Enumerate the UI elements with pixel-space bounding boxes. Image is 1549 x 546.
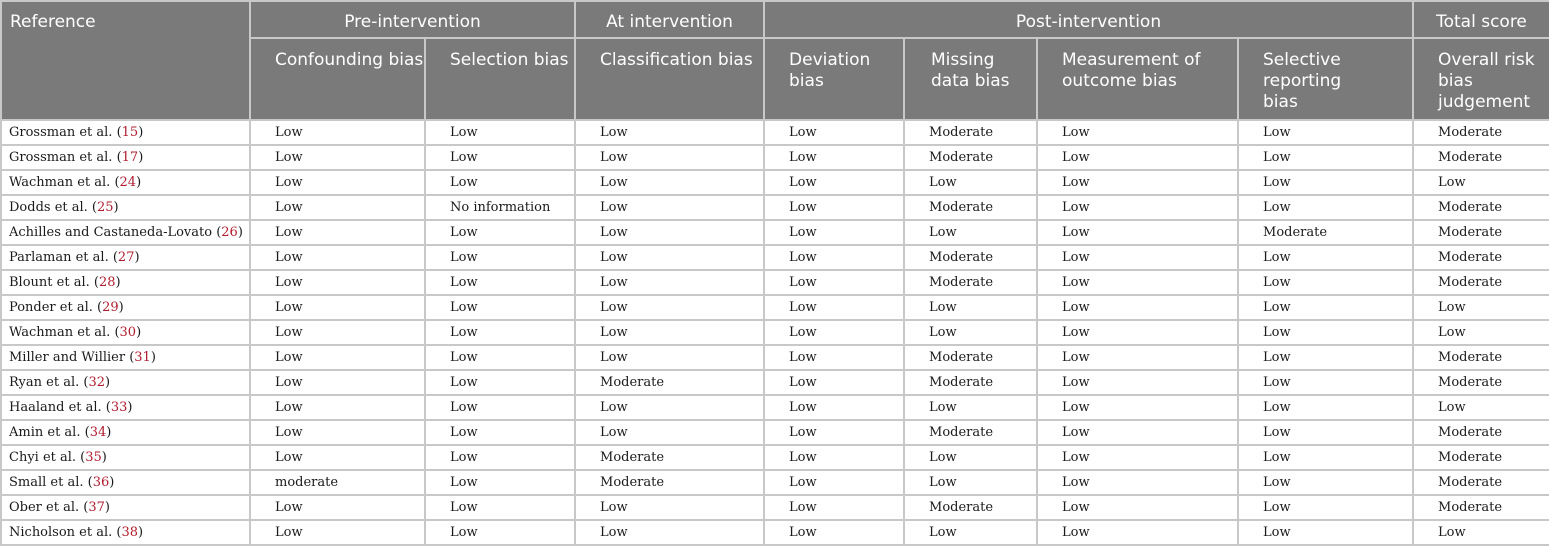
- risk-cell: Moderate: [904, 495, 1037, 520]
- reference-cell: [1, 345, 250, 370]
- table-row: [1, 195, 1549, 220]
- risk-cell: Low: [904, 520, 1037, 545]
- table-row: [1, 320, 1549, 345]
- reference-close-paren: ): [113, 200, 119, 215]
- reference-close-paren: ): [138, 525, 144, 540]
- risk-cell: Low: [764, 220, 904, 245]
- reference-cell: [1, 420, 250, 445]
- risk-cell: Low: [1037, 495, 1238, 520]
- risk-cell: Low: [575, 420, 764, 445]
- risk-cell: Low: [250, 495, 425, 520]
- reference-text: Wachman et al. (: [9, 325, 120, 340]
- citation-link[interactable]: 33: [110, 400, 128, 415]
- citation-link[interactable]: 36: [92, 475, 110, 490]
- risk-cell: Low: [1037, 120, 1238, 145]
- risk-cell: Low: [425, 170, 575, 195]
- risk-cell: Low: [1037, 195, 1238, 220]
- risk-cell: Low: [1238, 495, 1413, 520]
- risk-cell: Low: [250, 245, 425, 270]
- reference-text: Grossman et al. (: [9, 150, 122, 165]
- reference-close-paren: ): [150, 350, 156, 365]
- risk-cell: Moderate: [575, 470, 764, 495]
- risk-cell: Low: [1238, 445, 1413, 470]
- reference-close-paren: ): [136, 175, 142, 190]
- risk-cell: Low: [425, 470, 575, 495]
- risk-cell: Moderate: [575, 445, 764, 470]
- risk-cell: Moderate: [1413, 220, 1549, 245]
- risk-cell: Low: [425, 345, 575, 370]
- risk-cell: Low: [1037, 395, 1238, 420]
- reference-close-paren: ): [118, 300, 124, 315]
- reference-text: Ryan et al. (: [9, 375, 89, 390]
- risk-cell: Low: [1413, 170, 1549, 195]
- reference-close-paren: ): [115, 275, 121, 290]
- risk-cell: Low: [904, 320, 1037, 345]
- reference-text: Blount et al. (: [9, 275, 99, 290]
- table-row: [1, 345, 1549, 370]
- risk-cell: Low: [250, 145, 425, 170]
- risk-cell: Low: [425, 245, 575, 270]
- risk-cell: Low: [425, 295, 575, 320]
- citation-link[interactable]: 27: [117, 250, 135, 265]
- citation-link[interactable]: 34: [89, 425, 107, 440]
- risk-cell: Low: [764, 395, 904, 420]
- reference-text: Dodds et al. (: [9, 200, 97, 215]
- risk-cell: Low: [764, 445, 904, 470]
- table-row: [1, 370, 1549, 395]
- risk-cell: Low: [575, 320, 764, 345]
- citation-link[interactable]: 17: [121, 150, 139, 165]
- risk-cell: Moderate: [1413, 495, 1549, 520]
- reference-text: Ober et al. (: [9, 500, 89, 515]
- risk-cell: Low: [1037, 445, 1238, 470]
- risk-cell: Low: [1238, 395, 1413, 420]
- risk-cell: Low: [575, 345, 764, 370]
- risk-cell: Low: [764, 195, 904, 220]
- risk-cell: Low: [1238, 345, 1413, 370]
- risk-cell: Low: [1037, 320, 1238, 345]
- risk-cell: Low: [1238, 295, 1413, 320]
- reference-close-paren: ): [106, 425, 112, 440]
- risk-cell: No information: [425, 195, 575, 220]
- col-selection-bias: Selection bias: [425, 38, 575, 120]
- table-row: [1, 170, 1549, 195]
- risk-cell: Moderate: [904, 195, 1037, 220]
- group-header-row: [1, 1, 1549, 38]
- risk-cell: Low: [764, 420, 904, 445]
- reference-header: Reference: [1, 1, 250, 120]
- risk-cell: Low: [425, 420, 575, 445]
- risk-cell: Moderate: [1413, 370, 1549, 395]
- citation-link[interactable]: 29: [102, 300, 119, 315]
- risk-cell: Low: [764, 145, 904, 170]
- risk-cell: Low: [1037, 520, 1238, 545]
- citation-link[interactable]: 32: [88, 375, 106, 390]
- reference-close-paren: ): [101, 450, 107, 465]
- risk-cell: Low: [575, 395, 764, 420]
- risk-cell: Moderate: [1413, 145, 1549, 170]
- citation-link[interactable]: 24: [119, 175, 137, 190]
- table-row: [1, 445, 1549, 470]
- risk-cell: Moderate: [1413, 120, 1549, 145]
- risk-cell: Low: [764, 520, 904, 545]
- risk-cell: Low: [764, 320, 904, 345]
- risk-cell: Low: [1037, 470, 1238, 495]
- risk-cell: Low: [575, 245, 764, 270]
- risk-cell: Low: [1238, 195, 1413, 220]
- reference-text: Chyi et al. (: [9, 450, 86, 465]
- risk-cell: Low: [764, 170, 904, 195]
- risk-cell: Low: [425, 120, 575, 145]
- risk-cell: Low: [1037, 270, 1238, 295]
- reference-text: Nicholson et al. (: [9, 525, 122, 540]
- risk-cell: Moderate: [1413, 345, 1549, 370]
- risk-cell: Low: [425, 395, 575, 420]
- risk-cell: Low: [764, 470, 904, 495]
- risk-cell: Low: [425, 445, 575, 470]
- risk-cell: Moderate: [904, 120, 1037, 145]
- risk-cell: Low: [1037, 170, 1238, 195]
- reference-cell: [1, 295, 250, 320]
- risk-cell: Moderate: [904, 370, 1037, 395]
- risk-cell: Low: [425, 270, 575, 295]
- reference-cell: [1, 395, 250, 420]
- risk-cell: Low: [764, 345, 904, 370]
- risk-cell: Low: [1037, 145, 1238, 170]
- reference-close-paren: ): [237, 225, 243, 240]
- table-row: [1, 220, 1549, 245]
- col-measurement-of-outcome-bias: Measurement of outcome bias: [1037, 38, 1238, 120]
- risk-cell: Low: [904, 295, 1037, 320]
- risk-cell: Low: [250, 295, 425, 320]
- risk-cell: Moderate: [575, 370, 764, 395]
- citation-link[interactable]: 37: [88, 500, 105, 515]
- risk-cell: Low: [425, 520, 575, 545]
- risk-cell: Low: [1238, 420, 1413, 445]
- reference-text: Haaland et al. (: [9, 400, 111, 415]
- col-deviation-bias: Deviation bias: [764, 38, 904, 120]
- reference-text: Miller and Willier (: [9, 350, 135, 365]
- reference-cell: [1, 470, 250, 495]
- risk-cell: Moderate: [1413, 470, 1549, 495]
- reference-text: Wachman et al. (: [9, 175, 120, 190]
- risk-cell: moderate: [250, 470, 425, 495]
- reference-close-paren: ): [127, 400, 133, 415]
- risk-cell: Low: [1238, 245, 1413, 270]
- risk-cell: Low: [1238, 145, 1413, 170]
- risk-cell: Low: [575, 120, 764, 145]
- risk-cell: Low: [1037, 420, 1238, 445]
- table-row: [1, 145, 1549, 170]
- risk-cell: Low: [1037, 245, 1238, 270]
- risk-cell: Low: [250, 120, 425, 145]
- citation-link[interactable]: 30: [119, 325, 137, 340]
- reference-cell: [1, 220, 250, 245]
- risk-cell: Low: [250, 320, 425, 345]
- reference-cell: [1, 245, 250, 270]
- col-classification-bias: Classification bias: [575, 38, 764, 120]
- risk-cell: Low: [904, 395, 1037, 420]
- risk-cell: Low: [1238, 320, 1413, 345]
- risk-cell: Moderate: [904, 245, 1037, 270]
- reference-cell: [1, 445, 250, 470]
- col-confounding-bias: Confounding bias: [250, 38, 425, 120]
- reference-close-paren: ): [138, 125, 144, 140]
- risk-cell: Low: [1413, 520, 1549, 545]
- risk-cell: Low: [764, 270, 904, 295]
- risk-cell: Low: [425, 145, 575, 170]
- table-row: [1, 495, 1549, 520]
- risk-cell: Moderate: [1413, 445, 1549, 470]
- table-row: [1, 120, 1549, 145]
- reference-text: Achilles and Castaneda-Lovato (: [9, 225, 222, 240]
- risk-cell: Moderate: [1238, 220, 1413, 245]
- citation-link[interactable]: 38: [121, 525, 139, 540]
- risk-cell: Low: [1238, 370, 1413, 395]
- risk-cell: Low: [425, 320, 575, 345]
- reference-text: Grossman et al. (: [9, 125, 122, 140]
- reference-cell: [1, 170, 250, 195]
- risk-cell: Low: [250, 520, 425, 545]
- reference-close-paren: ): [136, 325, 142, 340]
- risk-cell: Low: [1037, 345, 1238, 370]
- risk-cell: Low: [575, 220, 764, 245]
- reference-cell: [1, 320, 250, 345]
- reference-text: Small et al. (: [9, 475, 93, 490]
- risk-cell: Low: [575, 195, 764, 220]
- table-header: [1, 1, 1549, 120]
- col-missing-data-bias: Missing data bias: [904, 38, 1037, 120]
- citation-link[interactable]: 15: [121, 125, 139, 140]
- risk-cell: Low: [904, 170, 1037, 195]
- risk-cell: Low: [764, 495, 904, 520]
- risk-cell: Moderate: [904, 270, 1037, 295]
- table-row: [1, 270, 1549, 295]
- reference-close-paren: ): [109, 475, 115, 490]
- table-row: [1, 295, 1549, 320]
- risk-cell: Low: [764, 295, 904, 320]
- risk-cell: Low: [764, 370, 904, 395]
- risk-cell: Low: [904, 470, 1037, 495]
- citation-link[interactable]: 26: [221, 225, 238, 240]
- citation-link[interactable]: 35: [85, 450, 102, 465]
- risk-cell: Low: [575, 495, 764, 520]
- citation-link[interactable]: 28: [98, 275, 116, 290]
- table-row: [1, 395, 1549, 420]
- risk-cell: Low: [1413, 320, 1549, 345]
- reference-cell: [1, 370, 250, 395]
- risk-cell: Low: [250, 370, 425, 395]
- risk-cell: Low: [250, 220, 425, 245]
- table-row: [1, 470, 1549, 495]
- risk-cell: Low: [575, 270, 764, 295]
- risk-cell: Low: [250, 345, 425, 370]
- risk-cell: Low: [425, 370, 575, 395]
- group-at-intervention: At intervention: [575, 1, 764, 38]
- risk-cell: Low: [250, 270, 425, 295]
- reference-cell: [1, 145, 250, 170]
- risk-cell: Moderate: [904, 145, 1037, 170]
- risk-cell: Low: [1413, 395, 1549, 420]
- risk-cell: Low: [1413, 295, 1549, 320]
- reference-cell: [1, 270, 250, 295]
- risk-cell: Low: [1238, 470, 1413, 495]
- risk-cell: Low: [575, 520, 764, 545]
- risk-cell: Low: [250, 195, 425, 220]
- risk-cell: Low: [250, 395, 425, 420]
- table-row: [1, 420, 1549, 445]
- risk-cell: Moderate: [904, 345, 1037, 370]
- risk-cell: Low: [1238, 270, 1413, 295]
- reference-close-paren: ): [104, 500, 110, 515]
- risk-cell: Low: [1037, 295, 1238, 320]
- risk-cell: Low: [904, 445, 1037, 470]
- group-post-intervention: Post-intervention: [764, 1, 1413, 38]
- risk-cell: Low: [764, 120, 904, 145]
- group-total-score: Total score: [1413, 1, 1549, 38]
- risk-cell: Low: [425, 220, 575, 245]
- risk-cell: Moderate: [1413, 195, 1549, 220]
- risk-cell: Low: [250, 445, 425, 470]
- risk-cell: Low: [575, 170, 764, 195]
- reference-cell: [1, 120, 250, 145]
- col-overall-risk-bias-judgement: Overall risk bias judgement: [1413, 38, 1549, 120]
- risk-cell: Low: [250, 170, 425, 195]
- risk-cell: Low: [1238, 170, 1413, 195]
- reference-text: Ponder et al. (: [9, 300, 103, 315]
- risk-cell: Moderate: [1413, 270, 1549, 295]
- risk-cell: Low: [904, 220, 1037, 245]
- citation-link[interactable]: 31: [134, 350, 151, 365]
- citation-link[interactable]: 25: [97, 200, 114, 215]
- risk-cell: Low: [575, 295, 764, 320]
- risk-cell: Low: [1238, 120, 1413, 145]
- risk-cell: Low: [1037, 220, 1238, 245]
- reference-close-paren: ): [105, 375, 111, 390]
- risk-cell: Moderate: [1413, 245, 1549, 270]
- risk-cell: Low: [575, 145, 764, 170]
- table-row: [1, 520, 1549, 545]
- risk-cell: Low: [1238, 520, 1413, 545]
- table-row: [1, 245, 1549, 270]
- risk-cell: Low: [250, 420, 425, 445]
- reference-text: Amin et al. (: [9, 425, 90, 440]
- col-selective-reporting-bias: Selective reporting bias: [1238, 38, 1413, 120]
- reference-cell: [1, 520, 250, 545]
- risk-cell: Low: [1037, 370, 1238, 395]
- reference-cell: [1, 495, 250, 520]
- risk-cell: Low: [764, 245, 904, 270]
- reference-text: Parlaman et al. (: [9, 250, 118, 265]
- risk-cell: Moderate: [904, 420, 1037, 445]
- risk-cell: Low: [425, 495, 575, 520]
- table-body: [1, 120, 1549, 545]
- group-pre-intervention: Pre-intervention: [250, 1, 575, 38]
- reference-close-paren: ): [138, 150, 144, 165]
- risk-cell: Moderate: [1413, 420, 1549, 445]
- reference-close-paren: ): [134, 250, 140, 265]
- reference-cell: [1, 195, 250, 220]
